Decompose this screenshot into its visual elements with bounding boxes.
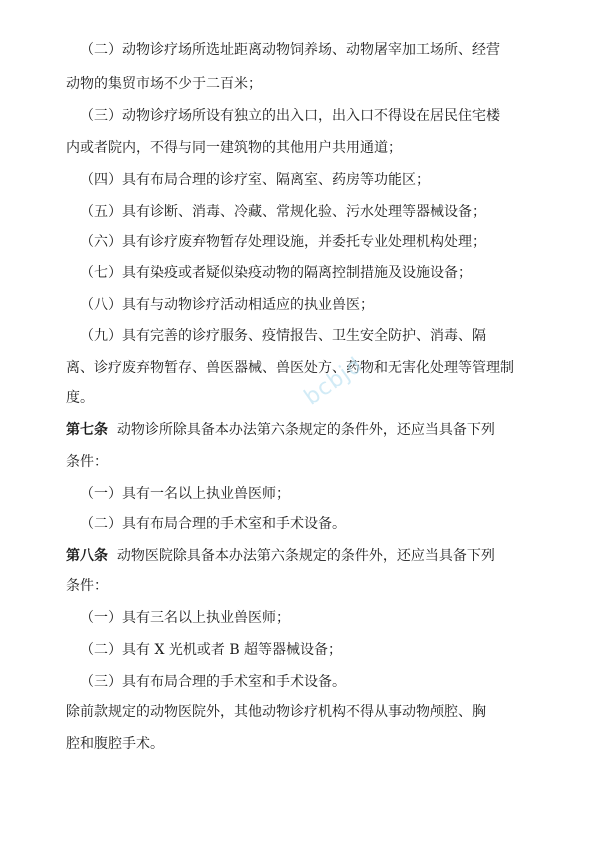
item-6: （六）具有诊疗废弃物暂存处理设施，并委托专业处理机构处理； (80, 234, 486, 250)
item-3-line-2: 内或者院内，不得与同一建筑物的其他用户共用通道； (66, 140, 402, 156)
article-8-item-1: （一）具有三名以上执业兽医师； (80, 610, 290, 626)
item-9-line-1: （九）具有完善的诊疗服务、疫情报告、卫生安全防护、消毒、隔 (80, 328, 486, 344)
article-7-line-2: 条件： (66, 454, 108, 470)
article-7-line-1 (66, 420, 546, 440)
item-9-line-3: 度。 (66, 390, 94, 406)
article-7-label: 第七条 (66, 422, 108, 438)
closing-line-1: 除前款规定的动物医院外，其他动物诊疗机构不得从事动物颅腔、胸 (66, 704, 486, 720)
article-7-item-2: （二）具有布局合理的手术室和手术设备。 (80, 516, 346, 532)
item-8: （八）具有与动物诊疗活动相适应的执业兽医； (80, 297, 374, 313)
article-8-line-2: 条件： (66, 578, 108, 594)
item-7: （七）具有染疫或者疑似染疫动物的隔离控制措施及设施设备； (80, 265, 472, 281)
item-4: （四）具有布局合理的诊疗室、隔离室、药房等功能区； (80, 172, 430, 188)
article-8-text: 动物医院除具备本办法第六条规定的条件外，还应当具备下列 (116, 548, 495, 564)
article-7-item-1: （一）具有一名以上执业兽医师； (80, 486, 290, 502)
article-8-label: 第八条 (66, 548, 108, 564)
article-7-text: 动物诊所除具备本办法第六条规定的条件外，还应当具备下列 (116, 422, 495, 438)
watermark: bcbjd (300, 352, 368, 411)
item-5: （五）具有诊断、消毒、冷藏、常规化验、污水处理等器械设备； (80, 204, 486, 220)
item-2-line-1: （二）动物诊疗场所选址距离动物饲养场、动物屠宰加工场所、经营 (80, 42, 500, 58)
closing-line-2: 腔和腹腔手术。 (66, 736, 164, 752)
article-8-item-2: （二）具有 X 光机或者 B 超等器械设备； (80, 642, 343, 658)
article-8-line-1 (66, 546, 546, 566)
article-8-item-3: （三）具有布局合理的手术室和手术设备。 (80, 674, 346, 690)
item-9-line-2: 离、诊疗废弃物暂存、兽医器械、兽医处方、药物和无害化处理等管理制 (66, 360, 514, 376)
item-2-line-2: 动物的集贸市场不少于二百米； (66, 76, 262, 92)
item-3-line-1: （三）动物诊疗场所设有独立的出入口，出入口不得设在居民住宅楼 (80, 108, 500, 124)
